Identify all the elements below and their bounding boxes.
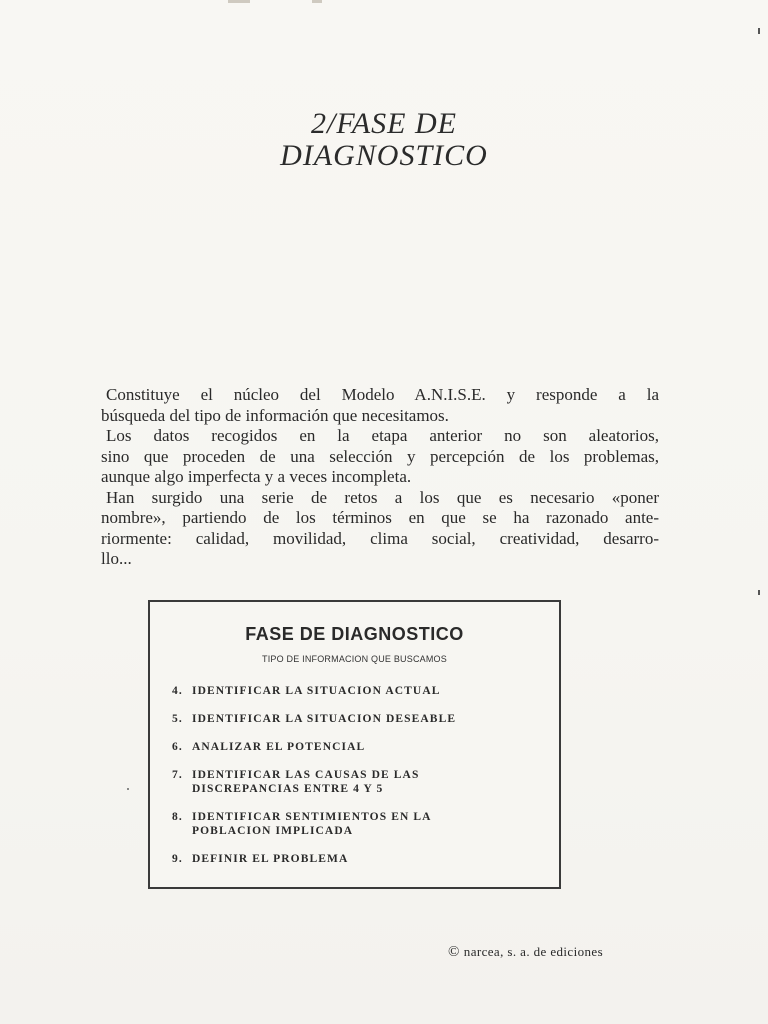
list-item-number: 5. [172,713,183,725]
list-item-number: 8. [172,811,183,823]
body-line: Han surgido una serie de retos a los que es necesario «poner [106,487,659,507]
publisher-name: narcea, s. a. de ediciones [463,944,604,959]
body-text [101,385,659,570]
body-line: nombre», partiendo de los términos en que se ha razonado ante- [101,508,659,527]
scan-artifact [758,28,760,34]
body-line: sino que proceden de una selección y percepción de los problemas, [101,446,659,466]
body-line: aunque algo imperfecta y a veces incompleta. [101,467,412,486]
list-item-number: 7. [172,769,183,781]
chapter-title-line-1: 2/FASE DE [311,107,457,140]
body-line: Constituye el núcleo del Modelo A.N.I.S.E. y responde a la [106,385,659,404]
chapter-title [0,108,768,172]
list-item [172,852,456,866]
list-item-text: DEFINIR EL PROBLEMA [192,853,349,865]
copyright-icon: © [448,944,460,960]
list-item-text-continued: DISCREPANCIAS ENTRE 4 Y 5 [192,783,384,795]
publisher-footer [448,944,603,961]
list-item-number: 9. [172,853,183,865]
list-item-number: 6. [172,741,183,753]
diagnostic-summary-box [148,600,561,889]
body-line: Los datos recogidos en la etapa anterior no son aleatorios, [106,426,659,445]
list-item-number: 4. [172,685,183,697]
list-item-text: IDENTIFICAR SENTIMIENTOS EN LA [192,811,432,823]
list-item-text: ANALIZAR EL POTENCIAL [192,741,366,753]
body-line: búsqueda del tipo de información que necesitamos. [101,405,449,425]
list-item [172,768,456,796]
list-item-text: IDENTIFICAR LAS CAUSAS DE LAS [192,769,420,781]
scan-artifact [758,590,760,595]
scan-artifact [312,0,322,3]
list-item [172,684,456,698]
chapter-title-line-2: DIAGNOSTICO [280,139,488,172]
list-item-text: IDENTIFICAR LA SITUACION DESEABLE [192,713,457,725]
diagnostic-steps-list [172,684,456,866]
list-item-text-continued: POBLACION IMPLICADA [192,825,354,837]
box-title: FASE DE DIAGNOSTICO [245,624,464,644]
list-item [172,712,456,726]
scan-artifact [127,788,129,790]
list-item-text: IDENTIFICAR LA SITUACION ACTUAL [192,685,441,697]
body-line: riormente: calidad, movilidad, clima social, creatividad, desarro- [101,528,659,548]
list-item [172,810,456,838]
box-subtitle: TIPO DE INFORMACION QUE BUSCAMOS [262,654,447,664]
body-line: llo... [101,549,132,568]
scan-artifact [228,0,250,3]
list-item [172,740,456,754]
